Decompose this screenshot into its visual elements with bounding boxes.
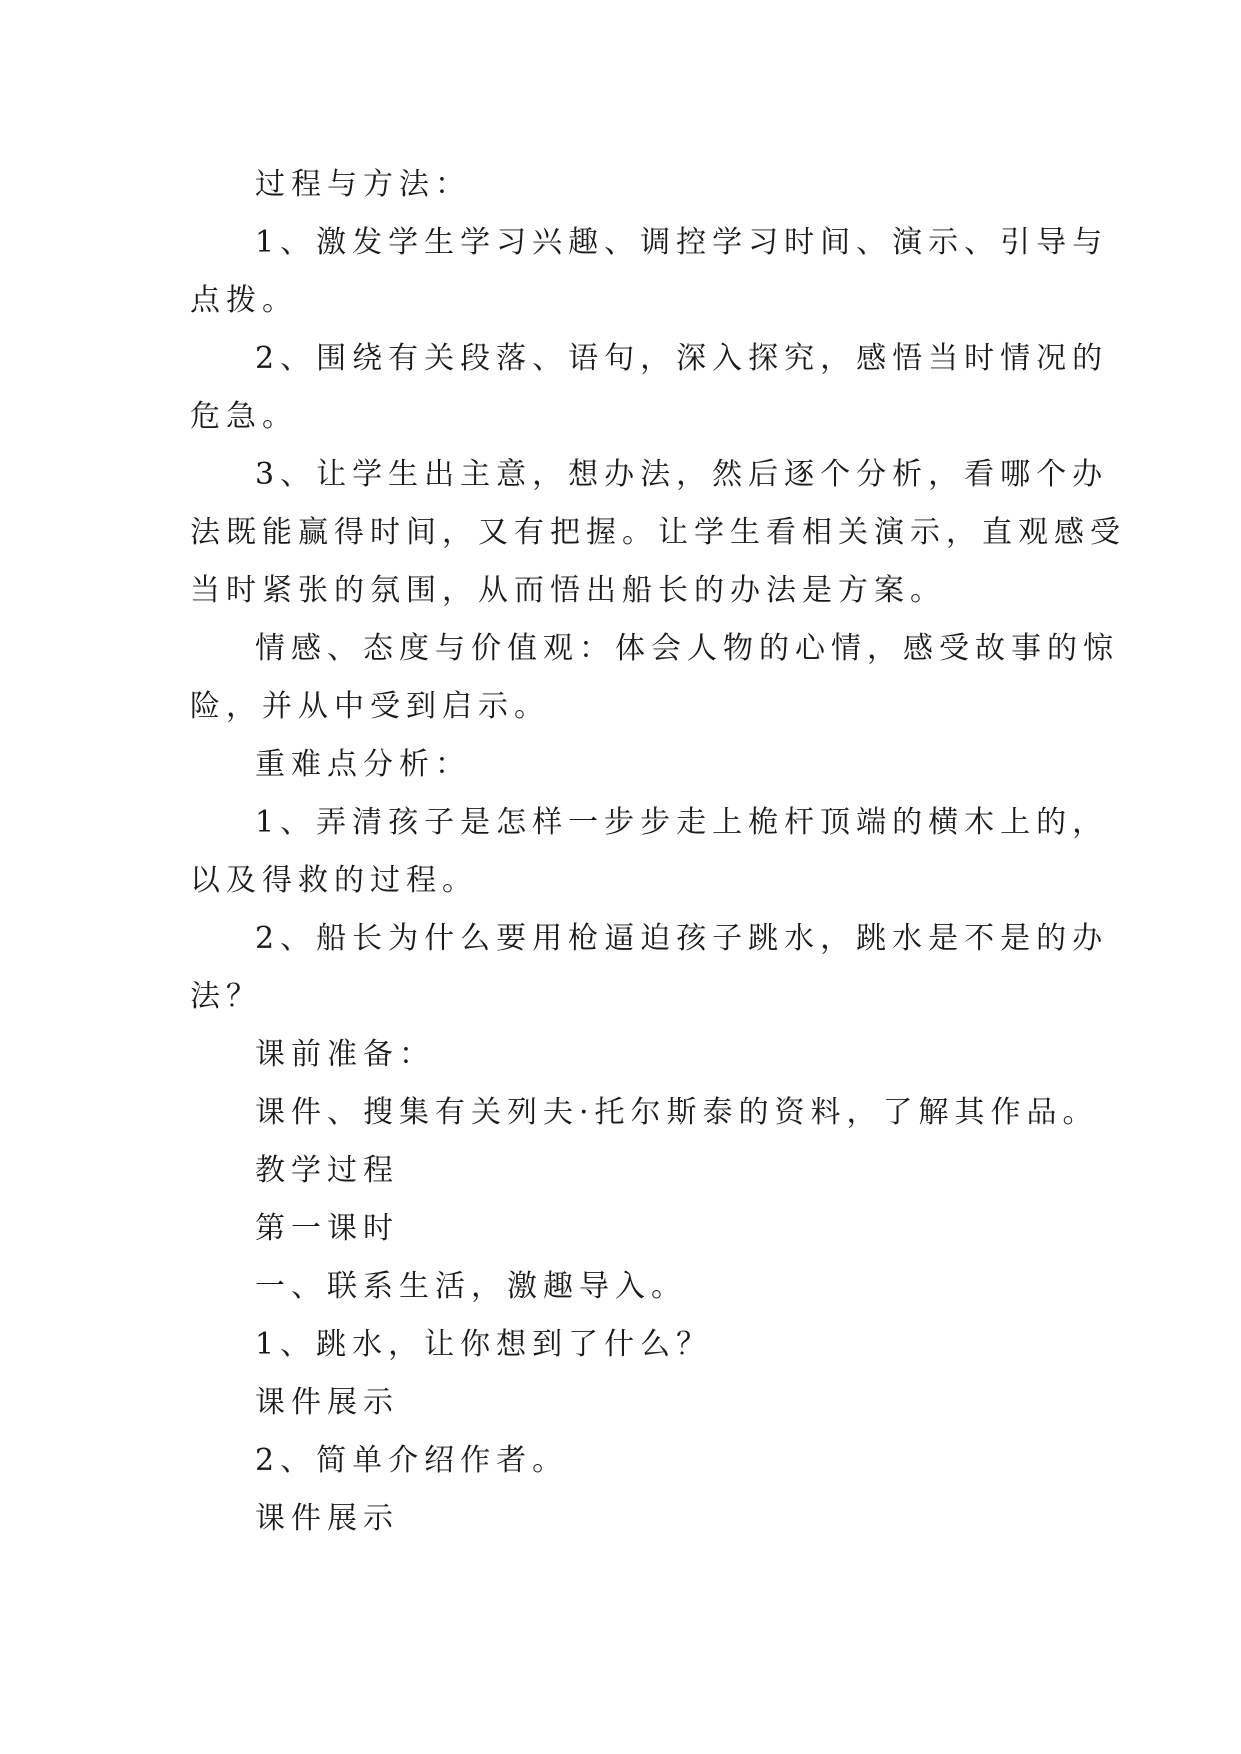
heading-first-lesson: 第一课时 [255, 1211, 399, 1246]
paragraph-line: 点拨。 [190, 283, 298, 318]
heading-teaching-process: 教学过程 [255, 1153, 399, 1188]
paragraph-line: 险，并从中受到启示。 [190, 689, 550, 724]
paragraph-line: 课件展示 [255, 1501, 399, 1536]
paragraph-line: 2、围绕有关段落、语句，深入探究，感悟当时情况的 [255, 341, 1109, 376]
heading-process-methods: 过程与方法： [255, 167, 471, 202]
section-heading: 一、联系生活，激趣导入。 [255, 1269, 687, 1304]
paragraph-line: 法？ [190, 979, 262, 1014]
paragraph-line: 以及得救的过程。 [190, 863, 478, 898]
paragraph-line: 课件展示 [255, 1385, 399, 1420]
paragraph-line: 情感、态度与价值观：体会人物的心情，感受故事的惊 [255, 631, 1119, 666]
heading-key-points: 重难点分析： [255, 747, 471, 782]
paragraph-line: 2、船长为什么要用枪逼迫孩子跳水，跳水是不是的办 [255, 921, 1109, 956]
paragraph-line: 1、跳水，让你想到了什么？ [255, 1327, 713, 1362]
paragraph-line: 1、弄清孩子是怎样一步步走上桅杆顶端的横木上的， [255, 805, 1109, 840]
paragraph-line: 2、简单介绍作者。 [255, 1443, 569, 1478]
paragraph-line: 当时紧张的氛围，从而悟出船长的办法是方案。 [190, 573, 946, 608]
paragraph-line: 1、激发学生学习兴趣、调控学习时间、演示、引导与 [255, 225, 1109, 260]
paragraph-line: 课件、搜集有关列夫·托尔斯泰的资料，了解其作品。 [255, 1095, 1099, 1130]
heading-preparation: 课前准备： [255, 1037, 435, 1072]
paragraph-line: 危急。 [190, 399, 298, 434]
paragraph-line: 3、让学生出主意，想办法，然后逐个分析，看哪个办 [255, 457, 1109, 492]
paragraph-line: 法既能赢得时间，又有把握。让学生看相关演示，直观感受 [190, 515, 1126, 550]
